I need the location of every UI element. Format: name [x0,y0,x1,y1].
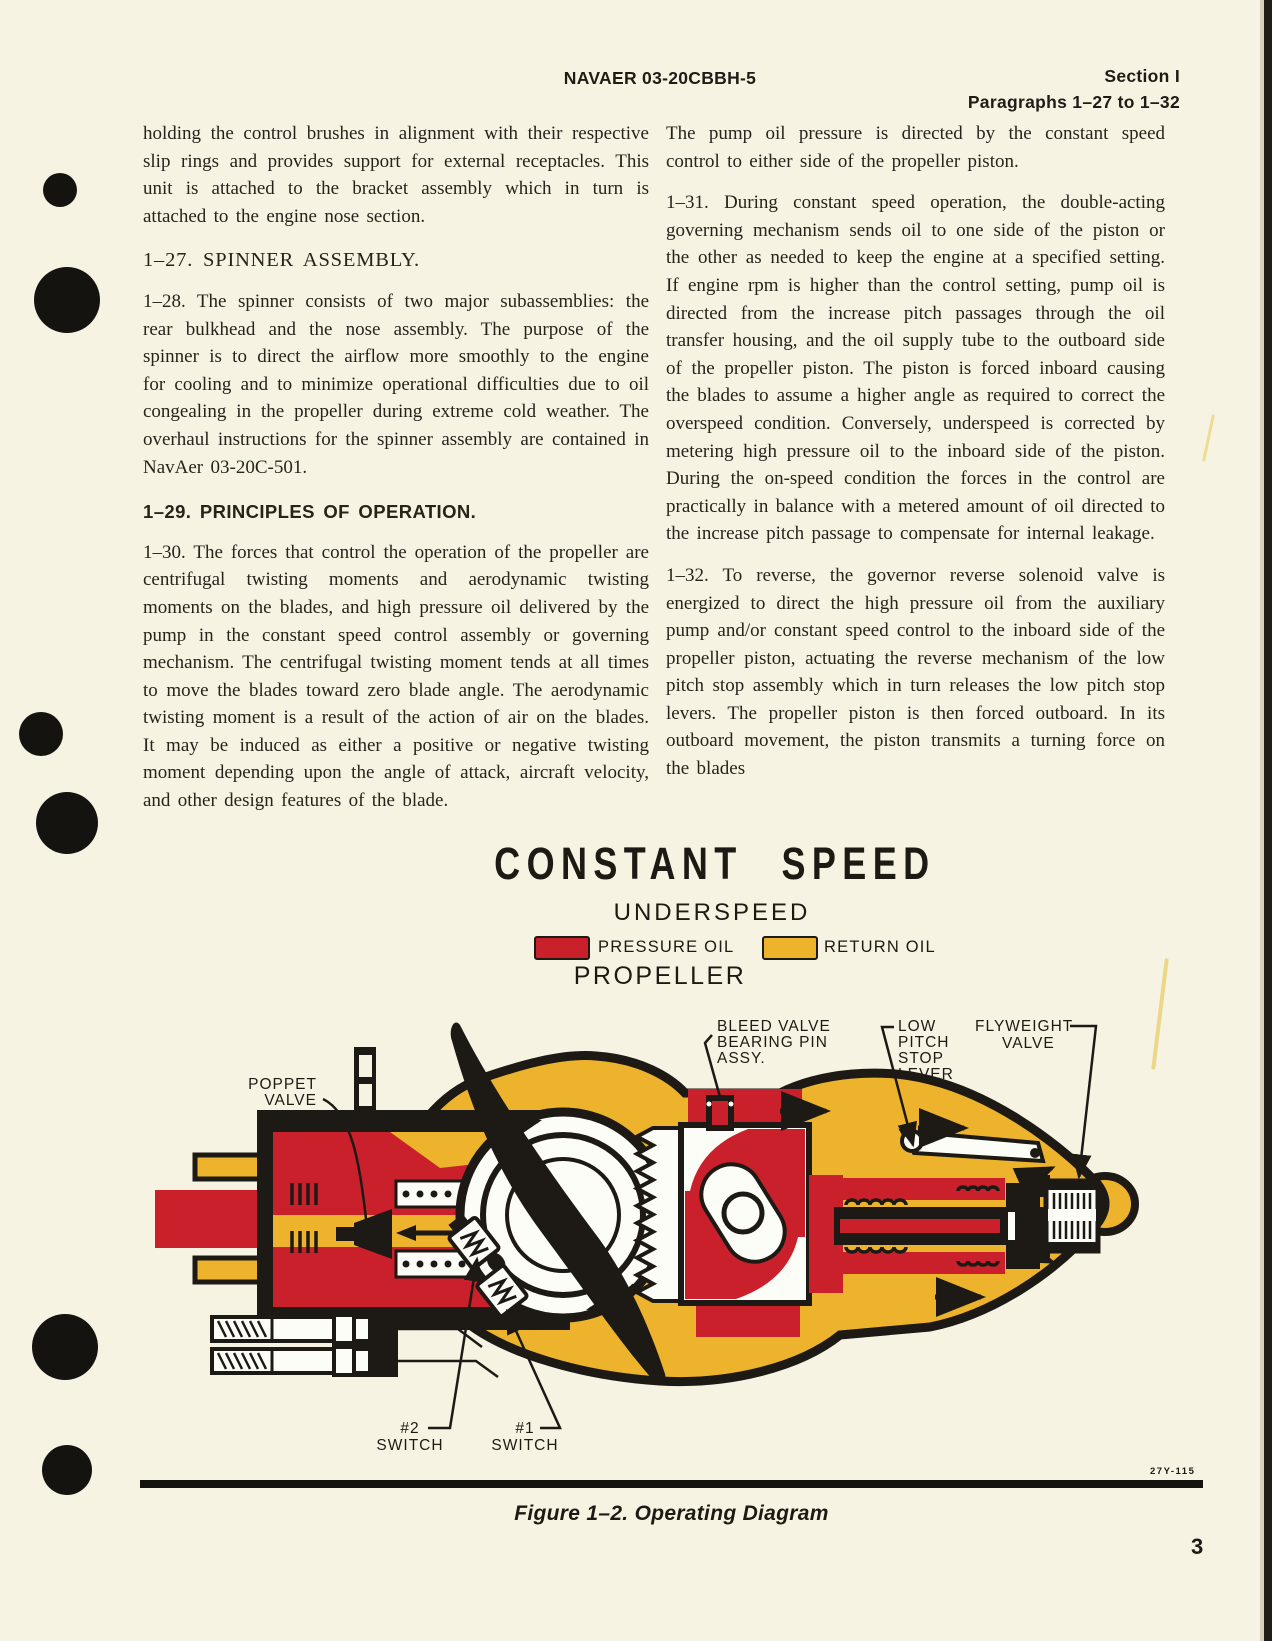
oil-gallery-bottom [696,1303,800,1337]
paragraph-continuation: holding the control brushes in alignment with their respective slip rings and provides support for external receptacles. This unit is attached to the bracket assembly which in turn is attached to the engine nose section. [143,123,649,227]
svg-text:BLEED VALVE: BLEED VALVE [717,1018,831,1035]
svg-text:SWITCH: SWITCH [376,1437,444,1454]
binding-dot [34,267,100,333]
pressure-oil-label: PRESSURE OIL [598,938,735,956]
post-slot [359,1084,372,1106]
section-label: Section I [1104,66,1180,86]
figure-subtitle: UNDERSPEED [613,899,811,926]
figure-title: CONSTANT SPEED [494,838,936,889]
right-column [666,120,1165,797]
pressure-stub [155,1190,267,1248]
svg-text:PITCH: PITCH [898,1034,950,1051]
oil-pipe-stub-bottom [195,1258,267,1282]
doc-number: NAVAER 03-20CBBH-5 [563,68,757,88]
paragraph-range-label: Paragraphs 1–27 to 1–32 [967,92,1180,112]
left-column [143,120,649,829]
binding-dot [43,173,77,207]
page-number: 3 [1191,1534,1204,1559]
shaft-collar [1008,1212,1015,1240]
svg-text:VALVE: VALVE [1002,1035,1055,1052]
oil-gallery-top [688,1089,802,1127]
highlight-mark-small [1202,414,1215,462]
binding-dot [19,712,63,756]
binding-dot [42,1445,92,1495]
paragraph-pump-oil: The pump oil pressure is directed by the constant speed control to either side of the propeller piston. [666,123,1165,172]
svg-text:STOP: STOP [898,1050,944,1067]
piston-chamber [681,1125,809,1303]
svg-text:BEARING PIN: BEARING PIN [717,1034,828,1051]
figure-title-wrap [415,838,1015,890]
spring-plunger-top [212,1315,370,1343]
callout-poppet-valve [248,1076,317,1109]
paragraph-1-31: 1–31. During constant speed operation, the double-acting governing mechanism sends oil to one side of the piston or the other as needed to keep the engine at a specified setting. If engine rpm is higher than the control setting, pump oil is directed from the increase pitch passages through the oil transfer housing, and the oil supply tube to the outboard side of the propeller piston. The piston is forced inboard causing the blades to assume a higher angle as required to correct the overspeed condition. Conversely, underspeed is corrected by metering high pressure oil to the inboard side of the piston. During the on-speed condition the forces in the control are practically in balance with a metered amount of oil directed to the increase pitch passage to compensate for internal leakage. [666,192,1165,545]
return-oil-swatch [762,936,818,960]
binding-dot [32,1314,98,1380]
flyweight-valve [1036,1175,1098,1257]
callout-bleed-valve [717,1018,831,1067]
callout-switch-1 [491,1420,558,1454]
svg-text:ASSY.: ASSY. [717,1050,766,1067]
callout-low-pitch-stop-lever [898,1018,954,1083]
paragraph-1-30: 1–30. The forces that control the operation of the propeller are centrifugal twisting moments and aerodynamic twisting moments on the blades, and high pressure oil delivered by the pump in the constant speed control assembly or governing mechanism. The centrifugal twisting moment tends at all times to move the blades toward zero blade angle. The aerodynamic twisting moment is a result of the action of air on the blades. It may be induced as either a positive or negative twisting moment depending upon the angle of attack, aircraft velocity, and other design features of the blade. [143,541,649,812]
svg-text:POPPET: POPPET [248,1076,317,1093]
svg-text:#1: #1 [515,1420,535,1437]
oil-pipe-stub-top [195,1155,267,1179]
svg-text:LOW: LOW [898,1018,937,1035]
pressure-oil-swatch [534,936,590,960]
spring-plunger-bottom [212,1347,370,1375]
heading-1-27: 1–27. SPINNER ASSEMBLY. [143,249,420,272]
paragraph-1-28: 1–28. The spinner consists of two major subassemblies: the rear bulkhead and the nose assembly. The purpose of the spinner is to direct the airflow more smoothly to the engine for cooling and to minimize operational difficulties due to oil congealing in the propeller during extreme cold weather. The overhaul instructions for the spinner assembly are contained in NavAer 03-20C-501. [143,290,649,478]
propeller-label: PROPELLER [573,962,747,990]
plate-number: 27Y-115 [1150,1466,1196,1477]
svg-text:LEVER: LEVER [898,1066,954,1083]
shaft-oil-core [840,1219,1000,1233]
callout-flyweight-valve [975,1018,1073,1052]
callout-switch-2 [376,1420,443,1454]
bleed-valve [706,1095,734,1131]
figure-caption: Figure 1–2. Operating Diagram [514,1502,829,1525]
svg-text:SWITCH: SWITCH [491,1437,559,1454]
page-edge-shadow [1264,0,1272,1641]
binding-dot [36,792,98,854]
svg-text:#2: #2 [400,1420,420,1437]
operating-diagram [140,975,1170,1455]
svg-text:VALVE: VALVE [264,1092,317,1109]
valve-seat-top [1006,1183,1040,1209]
return-oil-label: RETURN OIL [824,938,936,956]
svg-text:FLYWEIGHT: FLYWEIGHT [975,1018,1074,1035]
paragraph-1-32: 1–32. To reverse, the governor reverse solenoid valve is energized to direct the high pressure oil from the auxiliary pump and/or constant speed control to the inboard side of the propeller piston, actuating the reverse mechanism of the low pitch stop assembly which in turn releases the low pitch stop levers. The propeller piston is then forced outboard. In its outboard movement, the piston transmits a turning force on the blades [666,564,1165,780]
post-slot [359,1055,372,1077]
figure-rule [140,1480,1203,1488]
heading-1-29: 1–29. PRINCIPLES OF OPERATION. [143,501,477,523]
